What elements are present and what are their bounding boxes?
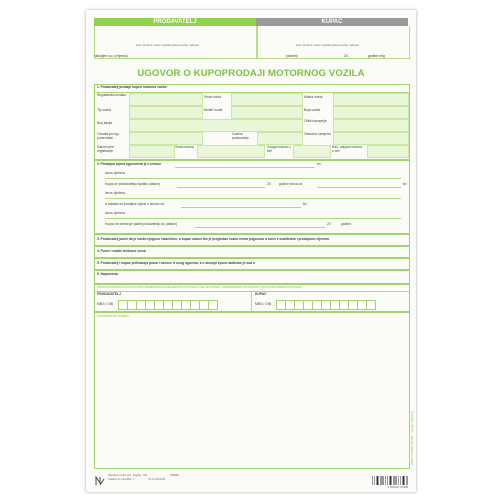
kn-3: kn, — [303, 202, 308, 206]
in-words-1: iznos riječima — [105, 171, 125, 175]
label-color: Boja vozila — [304, 108, 320, 112]
vertical-code: (IOB-11-8/DO1-IK-1IN - verzija: siječanj) — [410, 411, 414, 465]
label-tip: Tip vozila — [97, 108, 111, 112]
document-title: UGOVOR O KUPOPRODAJI MOTORNOG VOZILA — [137, 68, 365, 79]
paid-year: 20 — [267, 182, 271, 186]
section-1-heading: 1. Prodavatelj prodaje kupcu motorno vozilo: — [97, 85, 168, 89]
section-6-text: 6. Napomena: — [97, 272, 119, 276]
concluded-in-label: sklopljen su u (mjesto) — [94, 54, 128, 58]
label-displacement: Rad. obujam motora u cm³ — [332, 145, 362, 153]
section-6 — [94, 270, 410, 284]
in-words-2: iznos riječima — [105, 191, 125, 195]
buyer-hint: (ime i prezime / naziv i sjedište pravne osobe / adresa) — [296, 44, 359, 47]
label-mark: Oznaka prvog i proizvođač — [97, 132, 120, 140]
field-tip[interactable] — [129, 106, 203, 119]
field-model[interactable] — [231, 106, 303, 119]
label-year: Godina proizvodnje — [232, 132, 249, 140]
publisher-code: 0908B1 — [170, 474, 179, 477]
field-body[interactable] — [333, 119, 409, 132]
signature-seller-label: PRODAVATELJ — [97, 292, 121, 296]
label-power: Snaga motora u kW — [267, 145, 291, 153]
label-engine-type: Vrsta motora — [175, 145, 194, 149]
field-power[interactable] — [293, 145, 331, 158]
contract-page — [86, 10, 416, 492]
kn-1: kn, — [317, 162, 322, 166]
field-engine-type[interactable] — [197, 145, 265, 158]
label-vehicle-type: Vrsta vozila — [204, 95, 221, 99]
label-registration: Registarska oznaka — [97, 93, 126, 97]
section-price — [94, 160, 410, 234]
section-3 — [94, 234, 410, 246]
field-registration[interactable] — [129, 93, 203, 106]
seller-hint: (ime i prezime / naziv i sjedište pravne osobe / adresa) — [136, 44, 199, 47]
buyer-oib-label: MBG / OIB — [255, 302, 271, 306]
print-ref-2: UT-IX-22/ACM — [148, 478, 165, 481]
label-first-reg: Datum prve registracije — [97, 145, 115, 153]
section-3-text: 3. Prodavatelj jamči da je vozilo njegovo vlasništvo, a kupac nakon što je pregledao vozilo nema prigovora u svezi s kvalitetom i prodajnom cijenom. — [97, 237, 330, 241]
section-5 — [94, 258, 410, 270]
label-brand: Marka vozila — [304, 95, 323, 99]
seller-oib-digit-box[interactable] — [208, 300, 218, 310]
publisher-logo-icon — [95, 473, 105, 483]
barcode-digits: 3 856035 170088 — [387, 486, 408, 489]
field-color[interactable] — [333, 106, 409, 119]
in-words-3: iznos riječima — [105, 211, 125, 215]
field-chassis[interactable] — [129, 119, 303, 132]
kn-2: kn — [403, 182, 407, 186]
label-chassis: Broj šasije — [97, 121, 113, 125]
date-label: (datum) — [286, 54, 298, 58]
buyer-oib-digit-box[interactable] — [366, 300, 376, 310]
field-displacement[interactable] — [367, 145, 409, 158]
remainder-label: a ostatak od prodajne cijene u iznosu od — [105, 202, 165, 206]
signature-notice: PRIJE POTPISIVANJA UGOVORA OBVEZATNO RAZGLEDATI LISTOVE KOJE ĆE KUPAC I PRODAVATELJ POTPISATI VLASTORUČNIM POTPISOM — [97, 285, 302, 289]
field-year[interactable] — [257, 132, 303, 145]
section-vehicle — [94, 84, 410, 160]
due-suffix: godine. — [341, 222, 352, 226]
barcode — [372, 476, 408, 485]
section-4-text: 4. Porez i ostale troškove snosi — [97, 249, 147, 253]
section-4 — [94, 246, 410, 258]
signature-buyer-label: KUPAC — [255, 292, 267, 296]
field-mark[interactable] — [129, 132, 203, 145]
due-year: 20 — [327, 222, 331, 226]
year-suffix: godine m/g — [368, 54, 385, 58]
field-purpose[interactable] — [333, 132, 409, 145]
seller-header: PRODAVATELJ — [94, 18, 256, 26]
field-vehicle-type[interactable] — [231, 93, 303, 106]
section-2-heading: 2. Prodajna cijena ugovorena je u iznosu — [97, 162, 161, 166]
due-date-label: Kupac se obvezuje platiti prodavatelju do (datum) — [105, 222, 178, 226]
field-brand[interactable] — [333, 93, 409, 106]
paid-amount-label: godine iznos od — [279, 182, 303, 186]
year-prefix: 20 — [344, 54, 348, 58]
section-5-text: 5. Prodavatelj i kupac prihvaćaju prava i obveze iz ovog ugovora, a u slučaju spora nadležan je sud u — [97, 261, 256, 265]
label-model: Model vozila — [204, 108, 223, 112]
print-ref: Tiskano po narudžbi u — [108, 478, 134, 481]
label-purpose: Ostavina namjena — [304, 132, 331, 136]
seller-oib-label: MBG / OIB — [97, 302, 113, 306]
buyer-box[interactable] — [256, 26, 410, 59]
label-body: Oblik karoserije — [304, 119, 327, 123]
paid-date-label: Kupac je prodavatelju isplatio (datum) — [105, 182, 161, 186]
buyer-header: KUPAC — [256, 18, 408, 26]
certification-label: PROSTOR ZA OVJERU — [97, 314, 130, 318]
certification-area[interactable] — [94, 312, 410, 469]
field-first-reg[interactable] — [129, 145, 175, 158]
publisher: Narodne novine d.d., Zagreb - NN — [108, 474, 148, 477]
